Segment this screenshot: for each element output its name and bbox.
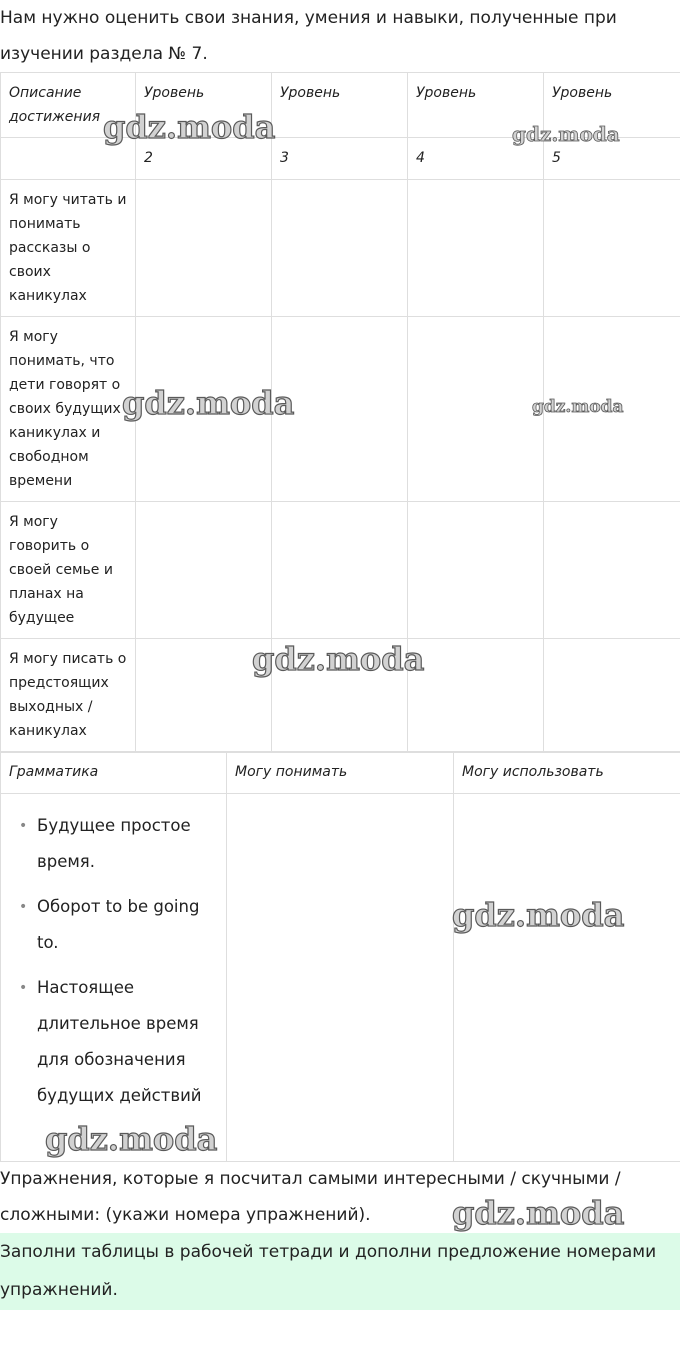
achievement-cell: Я могу писать о предстоящих выходных / каникулах xyxy=(1,639,136,753)
watermark-logo: gdz.moda xyxy=(532,397,624,417)
watermark-logo: gdz.moda xyxy=(252,640,425,678)
table-row xyxy=(1,502,680,639)
can-understand-cell xyxy=(227,794,454,1162)
achievement-cell: Я могу читать и понимать рассказы о своих каникулах xyxy=(1,180,136,317)
level-cell xyxy=(544,502,680,639)
level-cell xyxy=(408,317,544,502)
level-cell xyxy=(544,639,680,753)
level-number-cell xyxy=(1,138,136,180)
bullet-icon: • xyxy=(19,980,28,996)
table-header-row xyxy=(1,752,680,794)
column-header-grammar: Грамматика xyxy=(1,752,227,794)
level-cell xyxy=(408,180,544,317)
grammar-item-label: Будущее простое время. xyxy=(37,816,191,871)
column-header-description: Описание достижения xyxy=(1,73,136,138)
level-number-cell: 4 xyxy=(408,138,544,180)
column-header-level: Уровень xyxy=(544,73,680,138)
level-number-cell: 3 xyxy=(272,138,408,180)
watermark-logo: gdz.moda xyxy=(452,1194,625,1232)
level-number-cell: 2 xyxy=(136,138,272,180)
list-item xyxy=(19,970,226,1114)
watermark-logo: gdz.moda xyxy=(512,122,620,146)
bullet-icon: • xyxy=(19,899,28,915)
level-cell xyxy=(136,317,272,502)
level-cell xyxy=(136,180,272,317)
level-cell xyxy=(136,639,272,753)
level-number-cell: 5 xyxy=(544,138,680,180)
column-header-level: Уровень xyxy=(136,73,272,138)
grammar-item-label: Оборот to be going to. xyxy=(37,897,200,952)
level-cell xyxy=(272,317,408,502)
achievement-cell: Я могу говорить о своей семье и планах на будущее xyxy=(1,502,136,639)
grammar-item-label: Настоящее длительное время для обозначения будущих действий xyxy=(37,978,202,1105)
achievement-cell: Я могу понимать, что дети говорят о своих будущих каникулах и свободном времени xyxy=(1,317,136,502)
level-cell xyxy=(272,502,408,639)
table-row xyxy=(1,317,680,502)
watermark-logo: gdz.moda xyxy=(45,1120,218,1158)
level-cell xyxy=(272,180,408,317)
watermark-logo: gdz.moda xyxy=(122,384,295,422)
level-cell xyxy=(272,639,408,753)
task-highlight-box: Заполни таблицы в рабочей тетради и дополни предложение номерами упражнений. xyxy=(0,1233,680,1310)
table-row xyxy=(1,180,680,317)
grammar-topics-cell xyxy=(1,794,227,1162)
table-row xyxy=(1,794,680,1162)
list-item xyxy=(19,889,226,961)
bullet-icon: • xyxy=(19,818,28,834)
level-cell xyxy=(544,317,680,502)
table-header-row xyxy=(1,73,680,138)
column-header-level: Уровень xyxy=(408,73,544,138)
table-header-row xyxy=(1,138,680,180)
grammar-table xyxy=(0,751,680,1162)
level-cell xyxy=(544,180,680,317)
list-item xyxy=(19,808,226,880)
column-header-level: Уровень xyxy=(272,73,408,138)
level-cell xyxy=(408,639,544,753)
column-header-can-understand: Могу понимать xyxy=(227,752,454,794)
level-cell xyxy=(408,502,544,639)
watermark-logo: gdz.moda xyxy=(452,896,625,934)
achievement-table xyxy=(0,72,680,753)
watermark-logo: gdz.moda xyxy=(103,108,276,146)
level-cell xyxy=(136,502,272,639)
can-use-cell xyxy=(454,794,680,1162)
grammar-list xyxy=(1,808,226,1114)
intro-paragraph: Нам нужно оценить свои знания, умения и навыки, полученные при изучении раздела № 7. xyxy=(0,8,617,64)
table-row xyxy=(1,639,680,753)
exercises-paragraph: Упражнения, которые я посчитал самыми интересными / скучными / сложными: (укажи номера упражнений). xyxy=(0,1169,621,1225)
column-header-can-use: Могу использовать xyxy=(454,752,680,794)
